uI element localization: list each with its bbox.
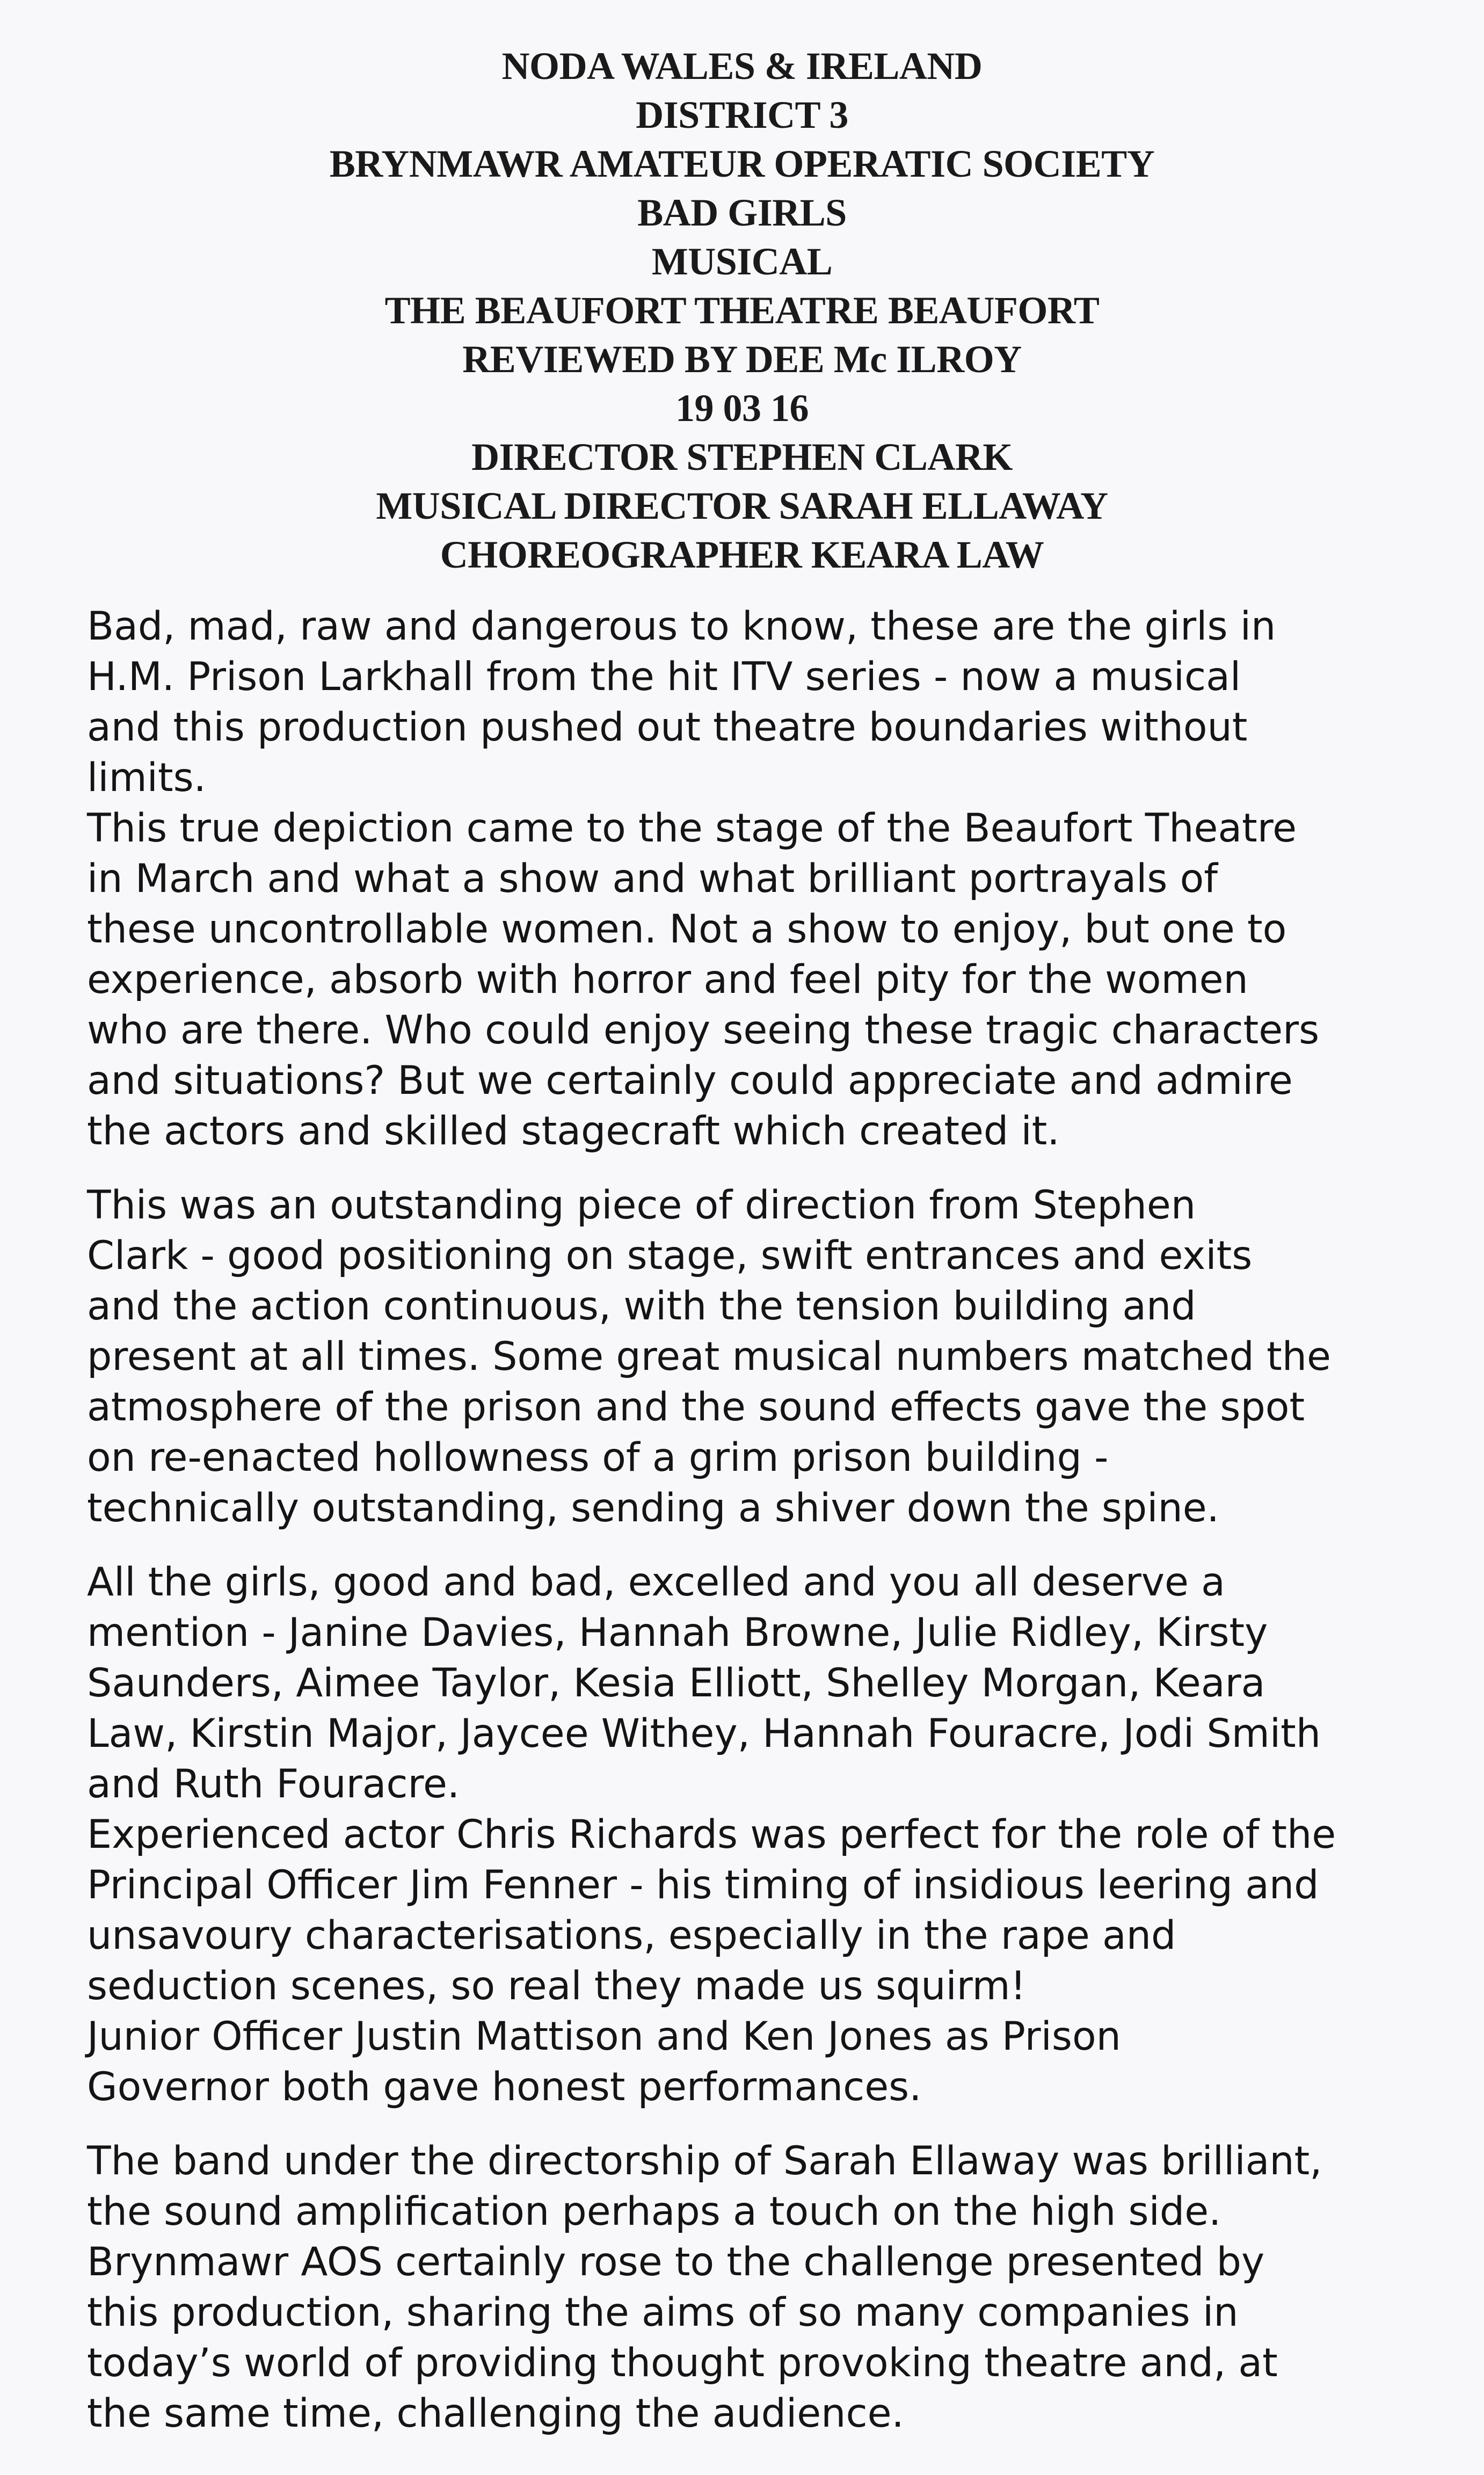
text-line: limits. <box>87 755 206 801</box>
text-line: this production, sharing the aims of so many companies in <box>87 2290 1239 2335</box>
text-line: atmosphere of the prison and the sound effects gave the spot <box>87 1384 1305 1430</box>
text-line: and the action continuous, with the tension building and <box>87 1283 1196 1329</box>
text-line: Junior Officer Justin Mattison and Ken Jones as Prison <box>87 2014 1121 2059</box>
text-line: in March and what a show and what brilliant portrayals of <box>87 856 1218 902</box>
header-date: 19 03 16 <box>675 387 809 430</box>
text-line: The band under the directorship of Sarah Ellaway was brilliant, <box>87 2138 1322 2184</box>
text-line: Principal Officer Jim Fenner - his timing of insidious leering and <box>87 1862 1319 1908</box>
text-line: unsavoury characterisations, especially in the rape and <box>87 1913 1176 1958</box>
text-line: Bad, mad, raw and dangerous to know, these are the girls in <box>87 604 1276 649</box>
header-musical-director: MUSICAL DIRECTOR SARAH ELLAWAY <box>376 484 1108 527</box>
review-paragraph <box>87 1557 1440 2113</box>
text-line: technically outstanding, sending a shiver down the spine. <box>87 1485 1219 1531</box>
text-line: This was an outstanding piece of direction from Stephen <box>87 1182 1196 1228</box>
text-line: Law, Kirstin Major, Jaycee Withey, Hannah Fouracre, Jodi Smith <box>87 1711 1321 1757</box>
text-line: the actors and skilled stagecraft which created it. <box>87 1108 1060 1154</box>
text-line: Governor both gave honest performances. <box>87 2064 922 2110</box>
text-line: the sound amplification perhaps a touch on the high side. <box>87 2189 1221 2234</box>
review-paragraph <box>87 1180 1440 1534</box>
text-line: experience, absorb with horror and feel pity for the women <box>87 957 1248 1003</box>
text-line: This true depiction came to the stage of the Beaufort Theatre <box>87 805 1297 851</box>
header-society: BRYNMAWR AMATEUR OPERATIC SOCIETY <box>329 142 1155 185</box>
text-line: H.M. Prison Larkhall from the hit ITV series - now a musical <box>87 654 1241 700</box>
review-paragraph <box>87 601 1440 1157</box>
header-director: DIRECTOR STEPHEN CLARK <box>471 436 1013 478</box>
review-header <box>0 42 1484 579</box>
text-line: today’s world of providing thought provoking theatre and, at <box>87 2340 1278 2386</box>
text-line: these uncontrollable women. Not a show to enjoy, but one to <box>87 906 1287 952</box>
text-line: and Ruth Fouracre. <box>87 1761 460 1807</box>
text-line: Experienced actor Chris Richards was perfect for the role of the <box>87 1812 1336 1857</box>
header-show-title: BAD GIRLS <box>637 191 847 234</box>
review-body <box>87 601 1440 2463</box>
text-line: on re-enacted hollowness of a grim prison building - <box>87 1435 1109 1480</box>
text-line: who are there. Who could enjoy seeing these tragic characters <box>87 1007 1320 1053</box>
header-reviewer: REVIEWED BY DEE Mc ILROY <box>462 338 1022 381</box>
text-line: and situations? But we certainly could appreciate and admire <box>87 1058 1293 1104</box>
text-line: seduction scenes, so real they made us squirm! <box>87 1963 1026 2009</box>
header-choreographer: CHOREOGRAPHER KEARA LAW <box>440 533 1044 576</box>
header-venue: THE BEAUFORT THEATRE BEAUFORT <box>384 289 1100 332</box>
header-organisation: NODA WALES & IRELAND <box>501 45 983 88</box>
text-line: present at all times. Some great musical numbers matched the <box>87 1334 1331 1380</box>
text-line: Saunders, Aimee Taylor, Kesia Elliott, Shelley Morgan, Keara <box>87 1660 1265 1706</box>
text-line: and this production pushed out theatre boundaries without <box>87 705 1248 750</box>
text-line: Clark - good positioning on stage, swift entrances and exits <box>87 1233 1253 1279</box>
text-line: All the girls, good and bad, excelled and you all deserve a <box>87 1559 1225 1605</box>
header-district: DISTRICT 3 <box>636 93 848 136</box>
text-line: Brynmawr AOS certainly rose to the challenge presented by <box>87 2239 1265 2285</box>
text-line: mention - Janine Davies, Hannah Browne, Julie Ridley, Kirsty <box>87 1610 1268 1656</box>
review-paragraph <box>87 2136 1440 2439</box>
header-genre: MUSICAL <box>651 240 833 283</box>
text-line: the same time, challenging the audience. <box>87 2391 904 2436</box>
